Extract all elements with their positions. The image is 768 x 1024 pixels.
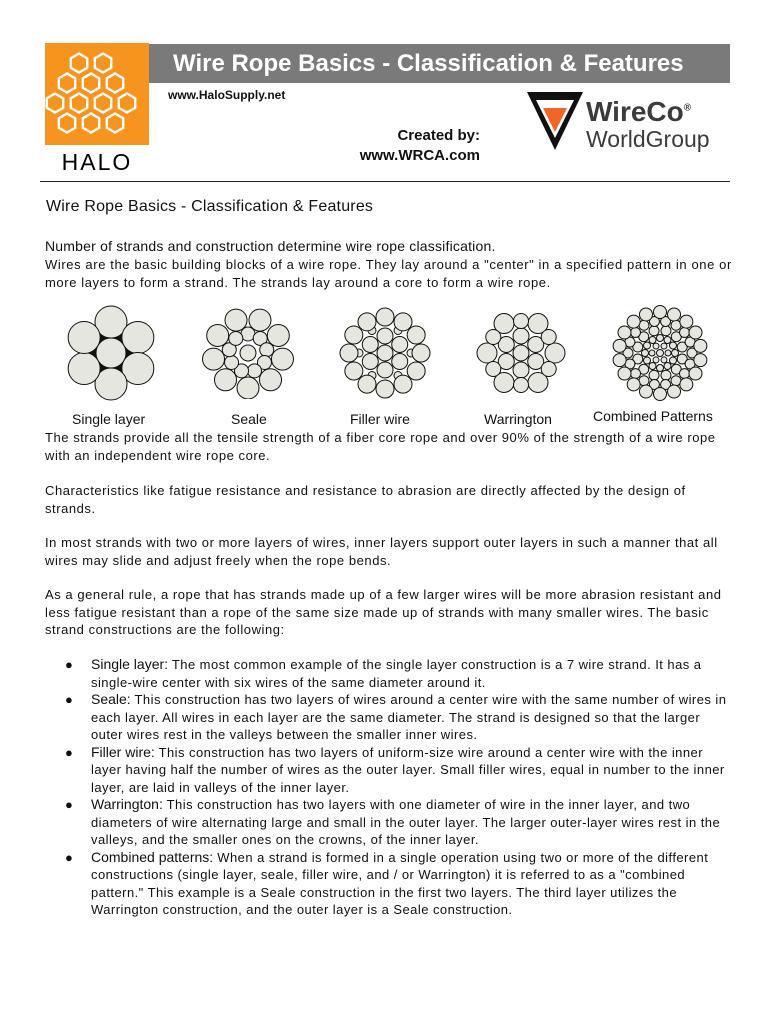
outer-wire	[358, 313, 376, 331]
created-by-url[interactable]: www.WRCA.com	[359, 147, 480, 164]
seale-strand-diagram	[202, 307, 294, 399]
layer-2-wire	[661, 326, 671, 336]
intro-body: Wires are the basic building blocks of a wire rope. They lay around a "center" in a specified pattern in one or more layers to form a strand. The strands lay around a core to form a wire rope.	[45, 257, 732, 290]
diagram-label-filler-wire: Filler wire	[350, 411, 410, 427]
outer-wire	[654, 388, 667, 401]
outer-small-wire	[486, 330, 501, 345]
outer-small-wire	[541, 330, 556, 345]
inner-wire	[225, 356, 239, 370]
combined-patterns-strand-diagram	[612, 305, 708, 401]
wireco-name-text: WireCo	[586, 96, 684, 127]
layer-1-wire	[649, 337, 656, 344]
hexagon-cell	[107, 74, 123, 93]
page-title: Wire Rope Basics - Classification & Features	[173, 50, 684, 77]
diagram-label-combined-patterns: Combined Patterns	[593, 408, 713, 424]
bullet-icon: ●	[65, 657, 74, 672]
core-wire	[665, 350, 671, 356]
outer-wire	[122, 322, 154, 354]
bullet-text: This construction has two layers of uniform-size wire around a center wire with the inner layer having half the number of wires as the outer layer. Small filler wires, equal in number to the inner layer, are laid in valleys of the inner layer.	[91, 744, 725, 795]
created-by	[300, 126, 480, 166]
halo-logo-text: HALO	[61, 149, 133, 175]
center-wire	[657, 350, 664, 357]
outer-wire	[694, 354, 707, 367]
outer-large-wire	[477, 343, 497, 363]
outer-wire	[639, 385, 652, 398]
paragraph: As a general rule, a rope that has strands made up of a few larger wires will be more abrasion resistant and less fatigue resistant than a rope of the same size made up of strands with many smaller wires. The basic strand constructions are the following:	[45, 587, 722, 637]
layer-2-wire	[649, 326, 659, 336]
layer-1-wire	[672, 350, 679, 357]
outer-wire	[267, 325, 289, 347]
bullet-text: When a strand is formed in a single operation using two or more of the different constructions (single layer, seale, filler wire, and / or Warrington) it is referred to as a "combined pattern." This example is a Seale construction in the first two layers. The third layer utilizes the Warrington construction, and the outer layer is a Seale construction.	[91, 849, 709, 917]
list-item	[63, 744, 733, 797]
outer-wire	[394, 375, 412, 393]
outer-wire	[237, 377, 259, 399]
bullet-text: The most common example of the single layer construction is a 7 wire strand. It has a single-wire center with six wires of the same diameter around it.	[91, 657, 702, 690]
bullet-icon: ●	[65, 849, 74, 865]
outer-wire	[207, 325, 229, 347]
wireco-name	[586, 96, 691, 128]
outer-wire	[618, 326, 631, 339]
outer-wire	[358, 375, 376, 393]
outer-wire	[68, 353, 100, 385]
outer-wire	[407, 326, 425, 344]
list-item	[63, 656, 733, 691]
strand-construction-list	[63, 656, 733, 919]
outer-wire	[203, 348, 225, 370]
layer-1-wire	[657, 335, 664, 342]
outer-wire	[694, 339, 707, 352]
header-divider	[40, 181, 730, 182]
diagram-label-warrington: Warrington	[484, 411, 552, 427]
paragraph: The strands provide all the tensile strength of a fiber core rope and over 90% of the strength of a wire rope with an independent wire rope core.	[45, 430, 716, 463]
inner-wire	[362, 337, 378, 353]
outer-small-wire	[514, 314, 529, 329]
outer-wire	[654, 306, 667, 319]
outer-wire	[680, 315, 693, 328]
inner-wire	[247, 364, 261, 378]
bullet-term: Single layer:	[91, 656, 169, 672]
outer-wire	[407, 362, 425, 380]
outer-wire	[689, 326, 702, 339]
outer-wire	[618, 367, 631, 380]
inner-wire	[513, 328, 529, 344]
layer-3-wire	[680, 327, 690, 337]
layer-1-wire	[669, 357, 676, 364]
layer-1-wire	[649, 362, 656, 369]
trademark-mark: ®	[683, 102, 692, 114]
bullet-term: Filler wire:	[91, 743, 155, 760]
warrington-strand-diagram	[475, 307, 567, 399]
bullet-icon: ●	[65, 744, 74, 760]
outer-wire	[271, 348, 293, 370]
paragraph: Characteristics like fatigue resistance and resistance to abrasion are directly affected by the design of strands.	[45, 483, 686, 516]
center-wire	[513, 345, 529, 361]
wireco-group: WorldGroup	[586, 126, 710, 152]
hexagon-cell	[71, 94, 87, 113]
layer-2-wire	[661, 370, 671, 380]
inner-wire	[392, 337, 408, 353]
layer-1-wire	[669, 342, 676, 349]
diagram-label-single-layer: Single layer	[72, 411, 146, 427]
bullet-term: Combined patterns:	[91, 848, 214, 865]
hexagon-cell	[95, 94, 111, 113]
outer-wire	[613, 339, 626, 352]
title-bar	[149, 44, 730, 83]
paragraph: In most strands with two or more layers of wires, inner layers support outer layers in such a manner that all wires may slide and adjust freely when the rope bends.	[45, 535, 718, 568]
layer-3-wire	[630, 327, 640, 337]
inner-wire	[392, 354, 408, 370]
outer-wire	[627, 315, 640, 328]
center-wire	[377, 345, 393, 361]
diagram-label-seale: Seale	[231, 411, 267, 427]
hexagon-cell	[47, 94, 63, 113]
outer-wire	[394, 313, 412, 331]
inner-wire	[377, 362, 393, 378]
hexagon-cell	[59, 114, 75, 133]
layer-1-wire	[664, 362, 671, 369]
site-url-link[interactable]: www.HaloSupply.net	[168, 88, 286, 102]
inner-wire	[229, 331, 243, 345]
hexagon-cell	[71, 54, 87, 73]
outer-wire	[668, 385, 681, 398]
layer-3-wire	[680, 369, 690, 379]
outer-wire	[259, 369, 281, 391]
outer-wire	[668, 308, 681, 321]
outer-wire	[68, 322, 100, 354]
created-by-label: Created by:	[397, 127, 480, 144]
outer-wire	[412, 344, 430, 362]
center-wire	[240, 345, 256, 361]
outer-wire	[627, 378, 640, 391]
layer-2-wire	[649, 370, 659, 380]
hexagon-cell	[107, 114, 123, 133]
outer-wire	[680, 378, 693, 391]
inner-wire	[362, 354, 378, 370]
outer-wire	[340, 344, 358, 362]
outer-small-wire	[541, 362, 556, 377]
wireco-emblem-icon	[527, 92, 583, 152]
outer-wire	[225, 309, 247, 331]
single-layer-strand-diagram	[63, 305, 159, 401]
outer-wire	[249, 309, 271, 331]
outer-small-wire	[514, 378, 529, 393]
center-wire	[96, 338, 126, 368]
halo-logo-mark	[45, 43, 149, 145]
halo-logo	[45, 43, 149, 177]
bullet-icon: ●	[65, 797, 74, 812]
outer-wire	[376, 380, 394, 398]
list-item	[63, 796, 733, 849]
bullet-term: Seale:	[91, 691, 131, 707]
outer-wire	[345, 326, 363, 344]
list-item	[63, 691, 733, 744]
intro-lead: Number of strands and construction determine wire rope classification.	[45, 238, 496, 254]
core-wire	[661, 357, 667, 363]
core-wire	[653, 357, 659, 363]
outer-wire	[376, 308, 394, 326]
hexagon-pattern-icon	[45, 43, 149, 145]
layer-1-wire	[644, 342, 651, 349]
inner-wire	[513, 362, 529, 378]
bullet-text: This construction has two layers of wires around a center wire with the same number of wires in each layer. All wires in each layer are the same diameter. The strand is designed so that the larger outer wires rest in the valleys between the smaller inner wires.	[91, 692, 727, 742]
layer-3-wire	[630, 369, 640, 379]
hexagon-cell	[83, 74, 99, 93]
inner-wire	[377, 328, 393, 344]
layer-1-wire	[644, 357, 651, 364]
bullet-text: This construction has two layers with one diameter of wire in the inner layer, and two diameters of wire alternating large and small in the outer layer. The larger outer-layer wires rest in the valleys, and the smaller ones on the crowns, of the inner layer.	[91, 797, 721, 847]
layer-1-wire	[657, 365, 664, 372]
core-wire	[649, 350, 655, 356]
filler-wire-strand-diagram	[339, 307, 431, 399]
layer-1-wire	[664, 337, 671, 344]
outer-wire	[215, 369, 237, 391]
wireco-logo	[527, 92, 737, 152]
outer-wire	[639, 308, 652, 321]
core-wire	[653, 343, 659, 349]
outer-wire	[613, 354, 626, 367]
document-heading: Wire Rope Basics - Classification & Features	[46, 198, 374, 215]
bullet-icon: ●	[65, 692, 74, 707]
hexagon-cell	[59, 74, 75, 93]
hexagon-cell	[83, 114, 99, 133]
outer-large-wire	[545, 343, 565, 363]
hexagon-cell	[95, 54, 111, 73]
layer-1-wire	[642, 350, 649, 357]
core-wire	[661, 343, 667, 349]
list-item	[63, 849, 733, 919]
bullet-term: Warrington:	[91, 796, 163, 812]
outer-wire	[689, 367, 702, 380]
outer-small-wire	[486, 362, 501, 377]
hexagon-cell	[119, 94, 135, 113]
outer-wire	[345, 362, 363, 380]
